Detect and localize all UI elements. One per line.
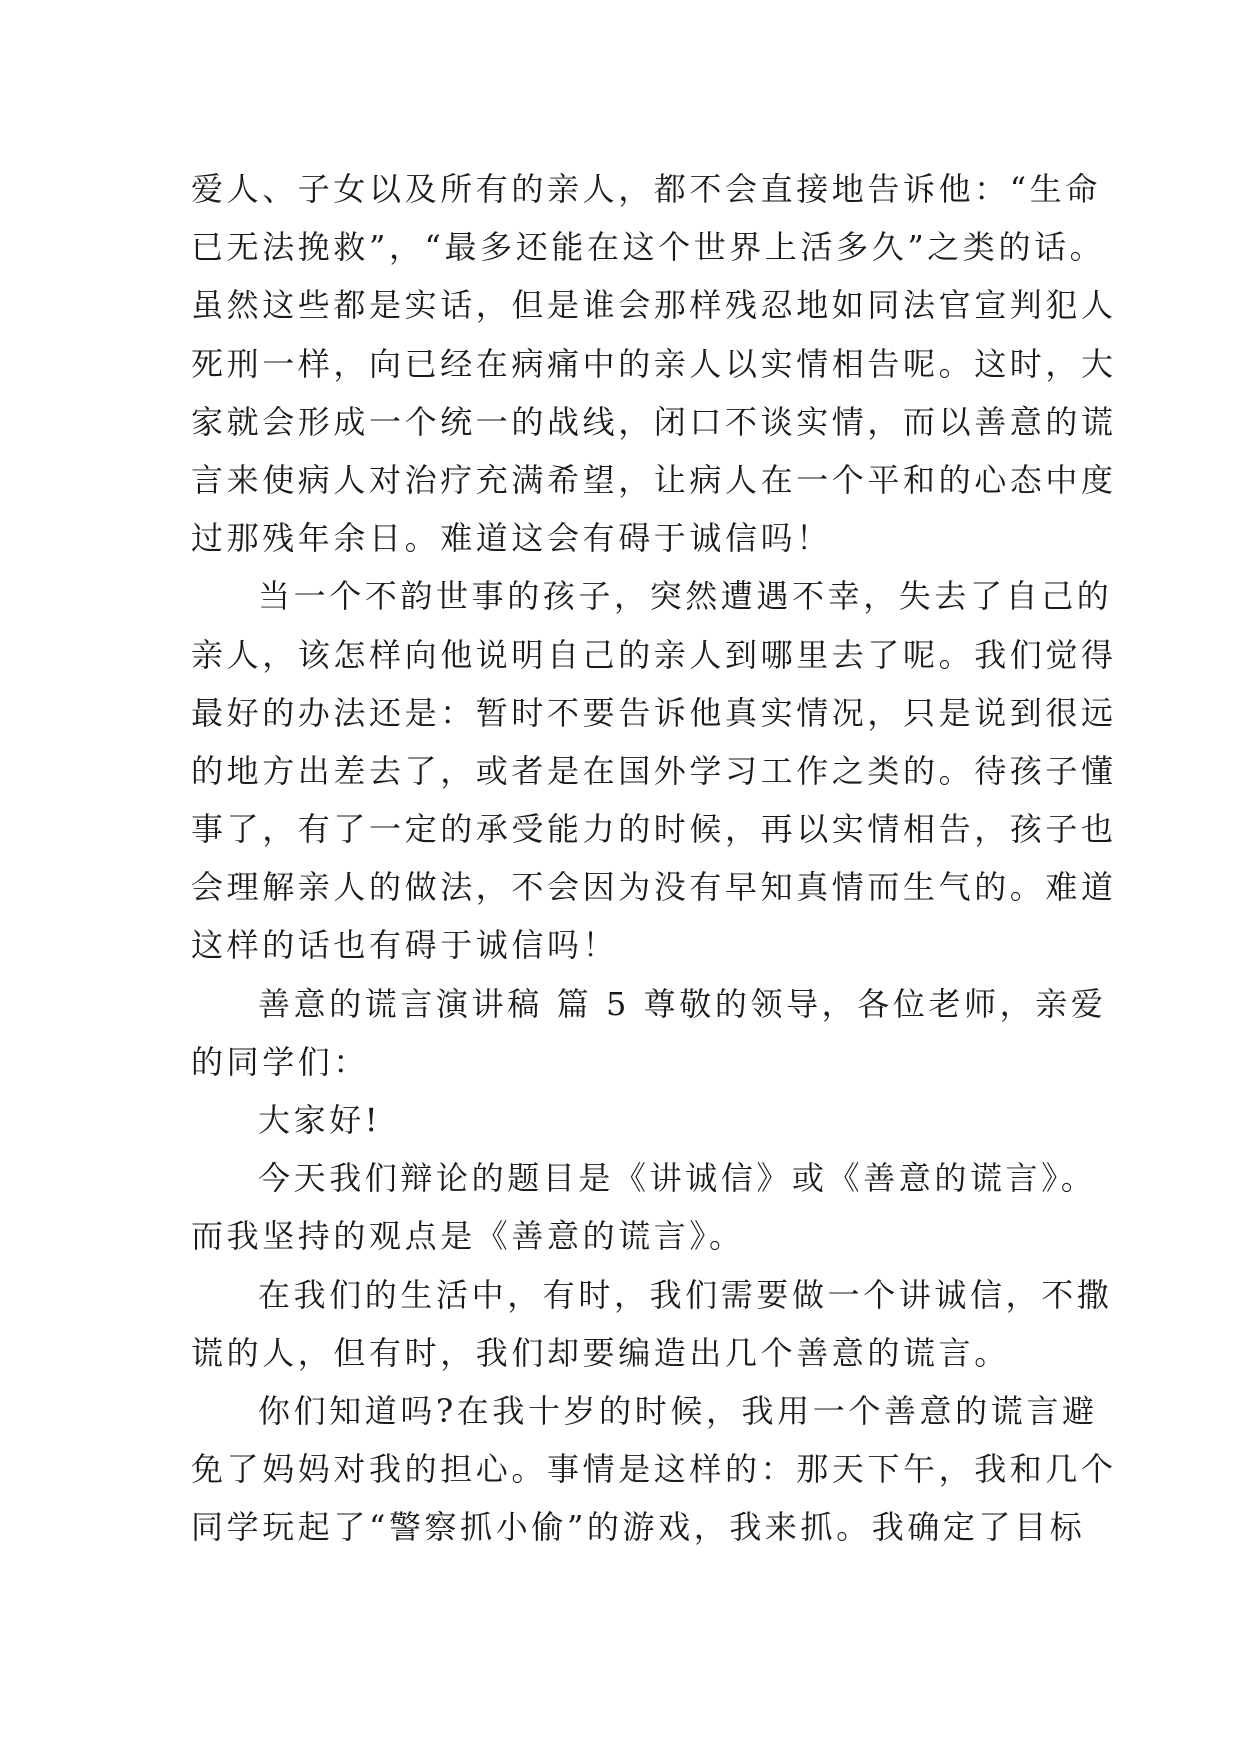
text-line: 免了妈妈对我的担心。事情是这样的：那天下午，我和几个: [191, 1450, 1117, 1489]
text-line: 已无法挽救”，“最多还能在这个世界上活多久”之类的话。: [191, 228, 1106, 267]
text-line: 家就会形成一个统一的战线，闭口不谈实情，而以善意的谎: [191, 402, 1117, 441]
text-line: 亲人，该怎样向他说明自己的亲人到哪里去了呢。我们觉得: [191, 635, 1117, 674]
text-line: 在我们的生活中，有时，我们需要做一个讲诚信，不撒: [258, 1275, 1113, 1314]
text-line: 虽然这些都是实话，但是谁会那样残忍地如同法官宣判犯人: [191, 286, 1117, 325]
text-line: 善意的谎言演讲稿 篇 5 尊敬的领导，各位老师，亲爱: [258, 984, 1107, 1023]
text-line: 同学玩起了“警察抓小偷”的游戏，我来抓。我确定了目标: [191, 1508, 1086, 1547]
text-line: 爱人、子女以及所有的亲人，都不会直接地告诉他：“生命: [191, 170, 1101, 208]
text-line: 谎的人，但有时，我们却要编造出几个善意的谎言。: [191, 1333, 1010, 1372]
text-line: 当一个不韵世事的孩子，突然遭遇不幸，失去了自己的: [258, 577, 1113, 616]
text-line: 言来使病人对治疗充满希望，让病人在一个平和的心态中度: [191, 460, 1117, 499]
text-line: 你们知道吗?在我十岁的时候，我用一个善意的谎言避: [258, 1391, 1098, 1430]
text-line: 死刑一样，向已经在病痛中的亲人以实情相告呢。这时，大: [191, 344, 1117, 383]
text-line: 这样的话也有碍于诚信吗！: [191, 926, 619, 965]
text-line: 而我坚持的观点是《善意的谎言》。: [191, 1217, 745, 1256]
text-line: 的地方出差去了，或者是在国外学习工作之类的。待孩子懂: [191, 751, 1117, 790]
text-line: 最好的办法还是：暂时不要告诉他真实情况，只是说到很远: [191, 693, 1117, 732]
text-line: 今天我们辩论的题目是《讲诚信》或《善意的谎言》。: [258, 1159, 1097, 1198]
text-line: 的同学们：: [191, 1042, 370, 1081]
text-line: 过那残年余日。难道这会有碍于诚信吗！: [191, 519, 832, 558]
body-text: [191, 160, 1117, 1557]
text-line: 大家好!: [258, 1101, 382, 1139]
text-line: 事了，有了一定的承受能力的时候，再以实情相告，孩子也: [191, 810, 1117, 849]
text-line: 会理解亲人的做法，不会因为没有早知真情而生气的。难道: [191, 868, 1117, 907]
